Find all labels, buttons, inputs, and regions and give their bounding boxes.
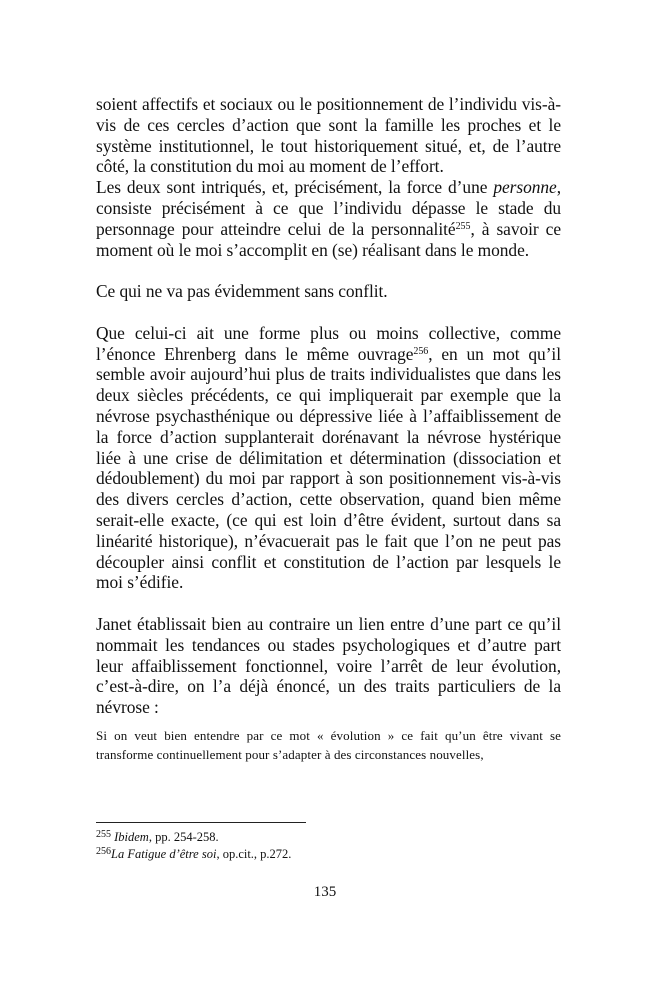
footnote-text: , pp. 254-258. — [148, 830, 219, 844]
paragraph-2-text-end: , à savoir ce moment où le moi s’accomplit en (se) réalisant dans le monde. — [96, 218, 561, 260]
paragraph-1: soient affectifs et sociaux ou le positionnement de l’individu vis-à-vis de ces cercles d’action que sont la famille les proches et le système institutionnel, le tout historiquement situé, et, de l’autre côté, la constitution du moi au moment de l’effort. — [96, 94, 561, 177]
footnote-separator — [96, 822, 306, 823]
page-number: 135 — [313, 884, 337, 900]
paragraph-3: Ce qui ne va pas évidemment sans conflit. — [96, 281, 388, 302]
paragraph-4 — [96, 323, 561, 593]
footnote-255 — [96, 829, 291, 846]
footnote-ref-255[interactable]: 255 — [455, 220, 471, 232]
footnote-number: 256 — [96, 846, 111, 857]
footnote-source-title: Ibidem — [114, 830, 149, 844]
paragraph-4-text-end: , en un mot qu’il semble avoir aujourd’hui plus de traits individualistes que dans les deux siècles précédents, ce qui impliquerait par exemple que la névrose psychasthénique ou dépressive liée à l’affaiblissement de la force d’action supplanterait dorénavant la névrose hystérique liée à une crise de délimitation et détermination (dissociation et dédoublement) du moi par rapport à son positionnement vis-à-vis des divers cercles d’action, cette observation, quand bien même serait-elle exacte, (ce qui est loin d’être évident, surtout dans sa linéarité historique), n’évacuerait pas le fait que l’on ne peut pas découpler ainsi conflit et constitution de l’action par lesquels le moi s’édifie. — [96, 343, 561, 593]
paragraph-4-text-start: Que celui-ci ait une forme plus ou moins collective, comme l’énonce Ehrenberg dans le même ouvrage — [96, 322, 561, 364]
footnote-number: 255 — [96, 829, 111, 840]
footnote-text: , op.cit., p.272. — [216, 847, 292, 861]
paragraph-2-text-middle: , consiste précisément à ce que l’individu dépasse le stade du personnage pour atteindre celui de la personnalité — [96, 177, 561, 239]
paragraph-2-text-start: Les deux sont intriqués, et, précisément, la force d’une — [96, 177, 494, 198]
footnotes — [96, 829, 291, 863]
footnote-256 — [96, 846, 291, 863]
paragraph-2 — [96, 177, 561, 260]
page-body — [96, 94, 561, 764]
emphasis-personne: personne — [493, 177, 557, 198]
block-quote: Si on veut bien entendre par ce mot « évolution » ce fait qu’un être vivant se transforme continuellement pour s’adapter à des circonstances nouvelles, — [96, 727, 561, 762]
paragraph-5: Janet établissait bien au contraire un lien entre d’une part ce qu’il nommait les tendances ou stades psychologiques et d’autre part leur affaiblissement fonctionnel, voire l’arrêt de leur évolution, c’est-à-dire, on l’a déjà énoncé, un des traits particuliers de la névrose : — [96, 613, 561, 718]
footnote-source-title: La Fatigue d’être soi — [111, 847, 217, 861]
footnote-ref-256[interactable]: 256 — [413, 345, 429, 357]
